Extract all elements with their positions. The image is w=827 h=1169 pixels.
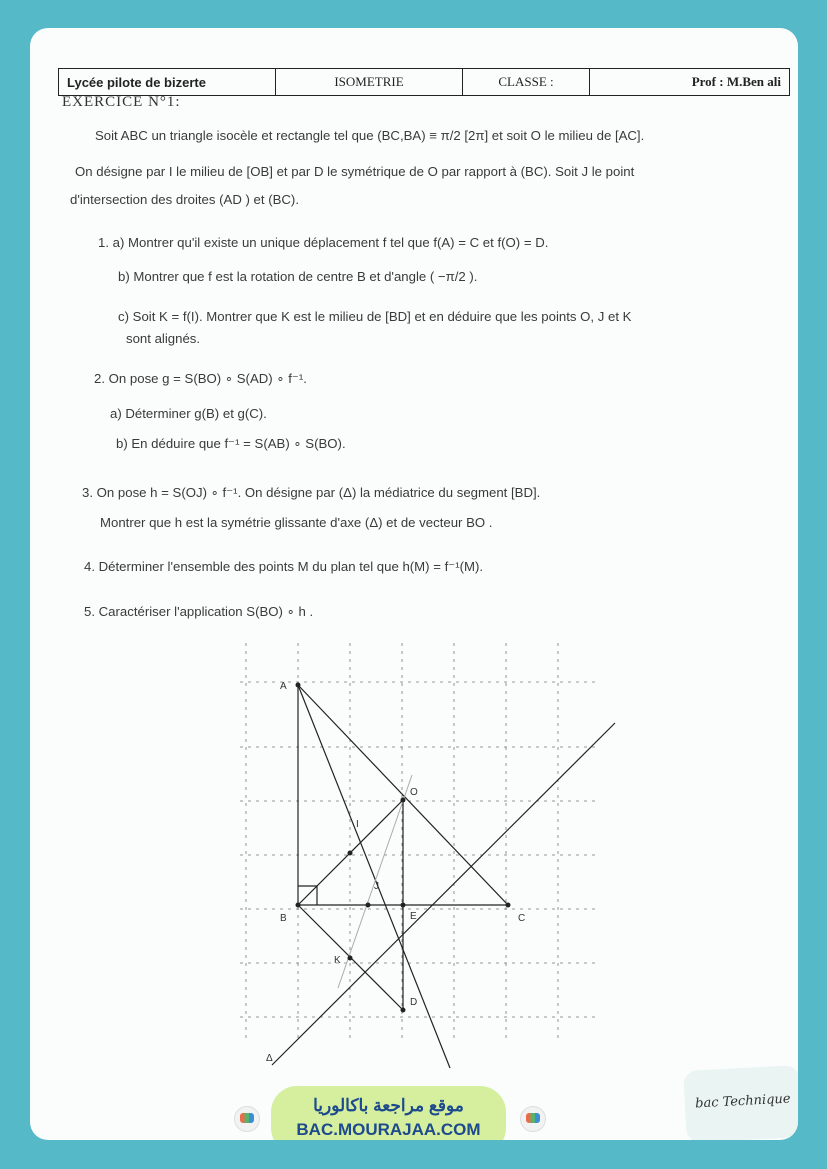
question-2b: b) En déduire que f⁻¹ = S(AB) ∘ S(BO). (116, 436, 346, 451)
point-K (348, 956, 353, 961)
class-label: CLASSE : (463, 69, 590, 95)
point-O (401, 798, 406, 803)
exam-header (58, 68, 790, 96)
question-5: 5. Caractériser l'application S(BO) ∘ h . (84, 604, 314, 619)
label-delta: Δ (266, 1053, 273, 1064)
site-logo-right-icon (520, 1106, 546, 1132)
school-name: Lycée pilote de bizerte (59, 69, 276, 95)
point-E (401, 903, 406, 908)
label-I: I (356, 819, 359, 830)
exam-title: ISOMETRIE (276, 69, 463, 95)
label-E: E (410, 911, 417, 922)
label-B: B (280, 913, 287, 924)
line-delta (272, 723, 615, 1065)
line-AD (298, 685, 450, 1068)
question-2a: a) Déterminer g(B) et g(C). (110, 406, 267, 421)
label-K: K (334, 955, 341, 966)
label-C: C (518, 913, 526, 924)
intro-line-1: Soit ABC un triangle isocèle et rectangle tel que (BC,BA) ≡ π/2 [2π] et soit O le milieu de [AC]. (95, 128, 645, 143)
label-O: O (410, 787, 418, 798)
question-1c: c) Soit K = f(I). Montrer que K est le milieu de [BD] et en déduire que les points O, J et K (118, 309, 632, 324)
exam-sheet (30, 28, 798, 1140)
question-1b: b) Montrer que f est la rotation de centre B et d'angle ( −π/2 ). (118, 269, 478, 284)
question-1c-cont: sont alignés. (126, 331, 201, 346)
intro-line-2: On désigne par I le milieu de [OB] et par D le symétrique de O par rapport à (BC). Soit J le point (75, 164, 635, 179)
label-J: J (374, 881, 379, 892)
point-A (296, 683, 301, 688)
question-3: 3. On pose h = S(OJ) ∘ f⁻¹. On désigne par (Δ) la médiatrice du segment [BD]. (82, 485, 541, 500)
geometry-figure (240, 643, 620, 1078)
question-4: 4. Déterminer l'ensemble des points M du plan tel que h(M) = f⁻¹(M). (84, 559, 484, 574)
question-2: 2. On pose g = S(BO) ∘ S(AD) ∘ f⁻¹. (94, 371, 307, 386)
point-B (296, 903, 301, 908)
point-J (366, 903, 371, 908)
point-I (348, 851, 353, 856)
intro-line-3: d'intersection des droites (AD ) et (BC). (70, 192, 299, 207)
site-badge[interactable] (271, 1086, 506, 1140)
site-url[interactable]: BAC.MOURAJAA.COM (296, 1120, 481, 1139)
label-D: D (410, 997, 418, 1008)
site-logo-left-icon (234, 1106, 260, 1132)
question-1a: 1. a) Montrer qu'il existe un unique déplacement f tel que f(A) = C et f(O) = D. (98, 235, 549, 250)
site-name-arabic: موقع مراجعة باكالوريا (313, 1096, 464, 1115)
exercise-title: EXERCICE N°1: (62, 94, 181, 110)
point-D (401, 1008, 406, 1013)
signature-text: bac Technique (694, 1091, 791, 1112)
label-A: A (280, 681, 287, 692)
teacher-name: Prof : M.Ben ali (691, 74, 781, 89)
question-3-cont: Montrer que h est la symétrie glissante d'axe (Δ) et de vecteur BO . (100, 515, 493, 530)
point-C (506, 903, 511, 908)
signature-stamp (683, 1065, 798, 1140)
